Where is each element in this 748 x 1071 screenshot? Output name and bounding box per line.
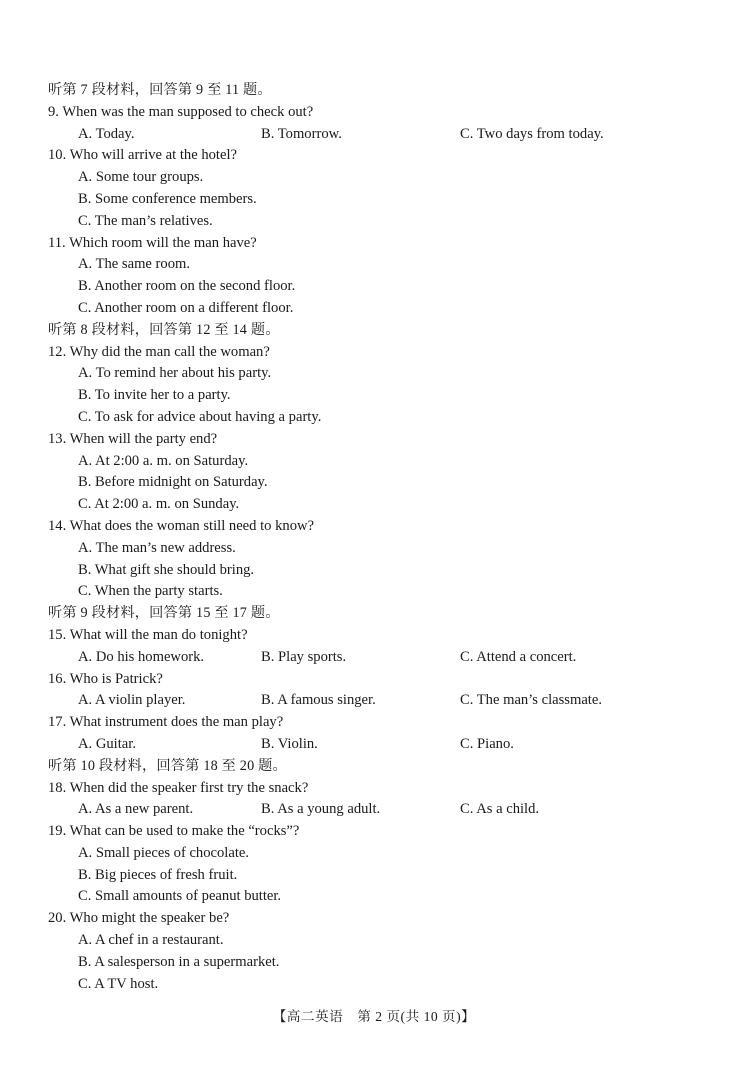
- option-9a: A. Today.: [78, 125, 135, 142]
- option-17a: A. Guitar.: [78, 735, 136, 752]
- option-10a: A. Some tour groups.: [78, 169, 204, 186]
- option-16c: C. The man’s classmate.: [460, 692, 602, 709]
- section-header-7: 听第 7 段材料，回答第 9 至 11 题。: [48, 82, 272, 98]
- section-header-8: 听第 8 段材料，回答第 12 至 14 题。: [48, 321, 280, 338]
- question-15: 15. What will the man do tonight?: [48, 626, 248, 643]
- option-11b: B. Another room on the second floor.: [78, 278, 296, 295]
- option-14b: B. What gift she should bring.: [78, 561, 255, 578]
- option-19a: A. Small pieces of chocolate.: [78, 844, 250, 861]
- question-16: 16. Who is Patrick?: [48, 670, 163, 687]
- question-14: 14. What does the woman still need to know?: [48, 517, 315, 534]
- question-12: 12. Why did the man call the woman?: [48, 343, 270, 360]
- option-19b: B. Big pieces of fresh fruit.: [78, 866, 238, 883]
- option-14c: C. When the party starts.: [78, 583, 223, 600]
- option-19c: C. Small amounts of peanut butter.: [78, 888, 282, 905]
- option-12c: C. To ask for advice about having a party.: [78, 408, 322, 425]
- option-10b: B. Some conference members.: [78, 190, 257, 207]
- option-9c: C. Two days from today.: [460, 125, 604, 142]
- section-header-10: 听第 10 段材料，回答第 18 至 20 题。: [48, 757, 287, 774]
- listening-questions: [48, 80, 728, 995]
- question-17: 17. What instrument does the man play?: [48, 714, 284, 731]
- options-row-15: [48, 647, 728, 669]
- page-footer: 【高二英语 第 2 页(共 10 页)】: [272, 1009, 476, 1024]
- option-17b: B. Violin.: [261, 735, 318, 752]
- option-12b: B. To invite her to a party.: [78, 387, 231, 404]
- option-11a: A. The same room.: [78, 256, 190, 273]
- options-row-18: [48, 799, 728, 821]
- options-row-17: [48, 734, 728, 756]
- section-header-9: 听第 9 段材料，回答第 15 至 17 题。: [48, 605, 280, 622]
- question-20: 20. Who might the speaker be?: [48, 910, 230, 927]
- option-20b: B. A salesperson in a supermarket.: [78, 953, 280, 970]
- options-row-16: [48, 690, 728, 712]
- question-10: 10. Who will arrive at the hotel?: [48, 147, 237, 164]
- option-16a: A. A violin player.: [78, 692, 186, 709]
- option-15a: A. Do his homework.: [78, 648, 205, 665]
- question-19: 19. What can be used to make the “rocks”?: [48, 823, 300, 840]
- option-12a: A. To remind her about his party.: [78, 365, 272, 382]
- option-15b: B. Play sports.: [261, 648, 347, 665]
- options-row-9: [48, 124, 728, 146]
- option-13a: A. At 2:00 a. m. on Saturday.: [78, 452, 249, 469]
- question-13: 13. When will the party end?: [48, 430, 218, 447]
- question-11: 11. Which room will the man have?: [48, 234, 257, 251]
- option-17c: C. Piano.: [460, 735, 514, 752]
- option-15c: C. Attend a concert.: [460, 648, 577, 665]
- option-13c: C. At 2:00 a. m. on Sunday.: [78, 496, 240, 513]
- option-18c: C. As a child.: [460, 801, 540, 818]
- question-18: 18. When did the speaker first try the snack?: [48, 779, 309, 796]
- option-20a: A. A chef in a restaurant.: [78, 932, 224, 949]
- option-16b: B. A famous singer.: [261, 692, 376, 709]
- question-9: 9. When was the man supposed to check out?: [48, 103, 314, 120]
- option-18b: B. As a young adult.: [261, 801, 381, 818]
- option-18a: A. As a new parent.: [78, 801, 194, 818]
- option-20c: C. A TV host.: [78, 975, 159, 992]
- option-14a: A. The man’s new address.: [78, 539, 236, 556]
- option-9b: B. Tomorrow.: [261, 125, 342, 142]
- option-13b: B. Before midnight on Saturday.: [78, 474, 268, 491]
- option-10c: C. The man’s relatives.: [78, 212, 213, 229]
- option-11c: C. Another room on a different floor.: [78, 299, 294, 316]
